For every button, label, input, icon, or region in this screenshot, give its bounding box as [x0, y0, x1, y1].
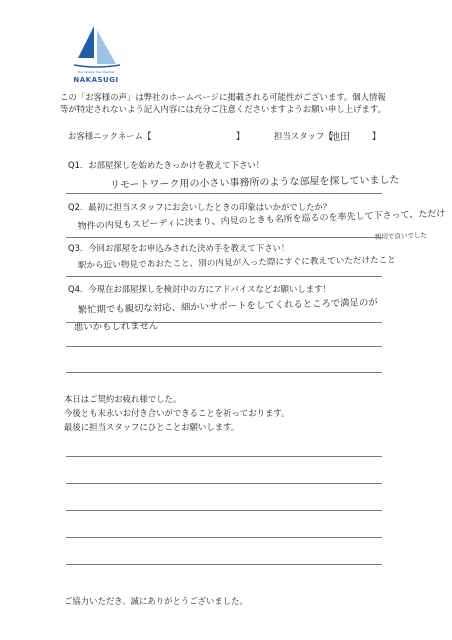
message-rule-1 — [66, 456, 382, 457]
q4-answer-line-2: 悪いかもしれません — [73, 320, 159, 333]
q1-label: Q1．お部屋探しを始めたきっかけを教えて下さい！ — [68, 160, 265, 170]
q3-answer-line-1: 駅から近い物見であおたこと、別の内見が入った際にすぐに教えていただけたこと — [77, 255, 396, 271]
sail-logo-icon — [70, 24, 122, 70]
q2-answer-rule — [66, 237, 382, 238]
q4-answer-rule-3 — [66, 372, 382, 373]
staff-bracket-close: 】 — [372, 131, 381, 141]
q4-label: Q4．今現在お部屋探しを検討中の方にアドバイスなどお願いします！ — [68, 284, 331, 294]
closing-line-1: 本日はご契約お疲れ様でした。 — [64, 394, 182, 404]
q1-answer-line-1: リモートワーク用の小さい事務所のような部屋を探していました — [109, 174, 400, 191]
nickname-bracket-close: 】 — [236, 131, 245, 141]
closing-line-2: 今後とも末永いお付き合いができることを祈っております。 — [64, 408, 290, 418]
q3-label: Q3．今回お部屋をお申込みされた決め手を教えて下さい！ — [68, 243, 290, 253]
q1-answer-rule — [66, 193, 382, 194]
intro-line-2: 等が特定されないよう記入内容には充分ご注意くださいますようお願い申し上げます。 — [60, 104, 386, 114]
q4-answer-rule-2 — [66, 346, 382, 347]
q4-answer-rule-1 — [66, 322, 382, 323]
staff-name-handwritten: 池田 — [330, 132, 350, 143]
q2-label: Q2．最初に担当スタッフにお会いしたときの印象はいかがでしたか？ — [68, 202, 332, 212]
q2-answer-line-2: 親切で良いでした — [374, 231, 427, 241]
logo-name: NAKASUGI — [73, 76, 119, 84]
intro-line-1: この「お客様の声」は弊社のホームページに掲載される可能性がございます。個人情報 — [60, 92, 386, 102]
message-rule-4 — [66, 537, 382, 538]
message-rule-2 — [66, 483, 382, 484]
message-rule-3 — [66, 510, 382, 511]
message-rule-5 — [66, 564, 382, 565]
footer-thanks: ご協力いただき、誠にありがとうございました。 — [64, 596, 248, 606]
staff-label: 担当スタッフ【 — [274, 131, 333, 141]
closing-line-3: 最後に担当スタッフにひとことお願いします。 — [64, 422, 240, 432]
nickname-label: お客様ニックネーム【 — [68, 131, 152, 141]
q2-answer-line-1: 物件の内見もスピーディに決まり、内見のときも名所を巡るのを率先して下さって、ただけ — [77, 209, 446, 232]
logo-tagline: Your Guide Your Partner — [77, 70, 115, 74]
q4-answer-line-1: 繁忙期でも親切な対応、細かいサポートをしてくれるところで満足のが — [77, 297, 378, 316]
q3-answer-rule — [66, 276, 382, 277]
